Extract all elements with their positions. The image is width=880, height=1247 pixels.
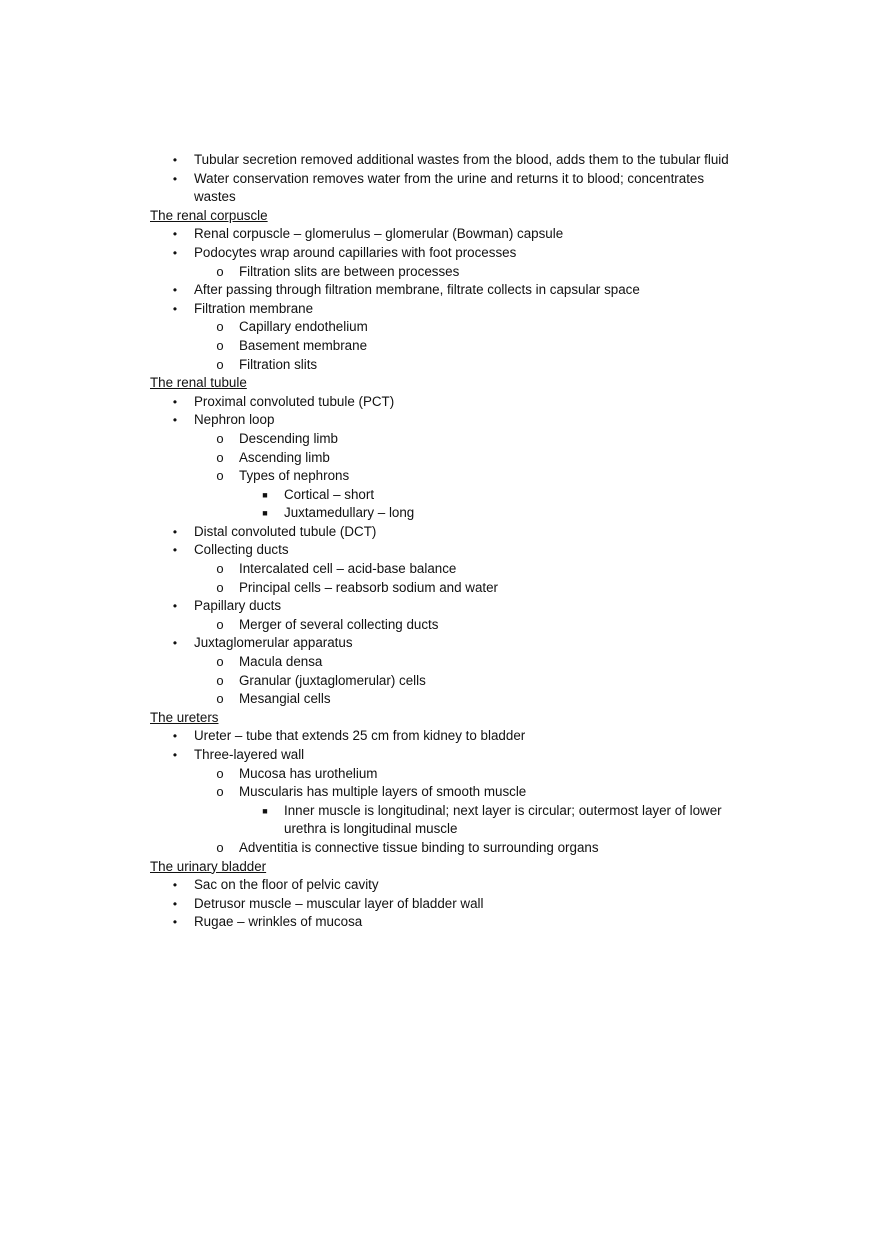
list-item-text: Detrusor muscle – muscular layer of bladder wall [194,895,484,911]
sub-list-item [150,449,740,468]
list-item [150,393,740,412]
sub-list-item [150,653,740,672]
list-item [150,300,740,319]
sub-list-item [150,467,740,486]
notes-body [150,151,740,932]
list-item-text: Filtration slits [239,356,318,372]
sub-list-item [150,783,740,802]
list-item-text: Proximal convoluted tubule (PCT) [194,393,395,409]
list-item-text: Water conservation removes water from the urine and returns it to blood; concentrates wastes [194,170,705,205]
list-item-text: Nephron loop [194,412,275,428]
bullet-marker: • [172,878,178,893]
bullet-marker: • [172,896,178,911]
circle-marker: o [216,765,224,781]
circle-marker: o [216,839,224,855]
list-item-text: Tubular secretion removed additional wastes from the blood, adds them to the tubular fluid [194,152,729,167]
circle-marker: o [216,672,224,688]
list-item-text: Principal cells – reabsorb sodium and water [239,579,499,595]
list-item-text: Granular (juxtaglomerular) cells [239,672,426,688]
list-item-text: Inner muscle is longitudinal; next layer is circular; outermost layer of lower urethra is longitudinal muscle [284,802,722,837]
bullet-marker: • [172,729,178,744]
section-heading-urinary-bladder: The urinary bladder [150,858,267,874]
circle-marker: o [216,691,224,707]
list-item [150,244,740,263]
list-item-text: Renal corpuscle – glomerulus – glomerular (Bowman) capsule [194,226,564,242]
list-item-text: Intercalated cell – acid-base balance [239,561,457,577]
bullet-marker: • [172,394,178,409]
list-item [150,876,740,895]
sub-list-item [150,318,740,337]
section-heading-ureters: The ureters [150,709,219,725]
bullet-marker: • [172,245,178,260]
list-item-text: Sac on the floor of pelvic cavity [194,877,379,893]
list-item [150,411,740,430]
bullet-marker: • [172,301,178,316]
list-item-text: Collecting ducts [194,542,289,558]
sub-list-item [150,337,740,356]
list-item-text: Adventitia is connective tissue binding to surrounding organs [239,839,599,855]
circle-marker: o [216,579,224,595]
circle-marker: o [216,561,224,577]
bullet-marker: • [172,915,178,930]
list-item-text: Mesangial cells [239,691,331,707]
circle-marker: o [216,356,224,372]
sub-sub-list-item [150,802,740,839]
list-item-text: Capillary endothelium [239,319,368,335]
list-item [150,151,740,170]
list-item-text: Filtration slits are between processes [239,263,460,279]
sub-list-item [150,616,740,635]
list-item-text: Podocytes wrap around capillaries with foot processes [194,244,517,260]
circle-marker: o [216,449,224,465]
list-item-text: Filtration membrane [194,300,314,316]
list-item-text: Rugae – wrinkles of mucosa [194,914,363,930]
list-item-text: Juxtamedullary – long [284,505,415,521]
bullet-marker: • [172,636,178,651]
bullet-marker: • [172,153,178,167]
circle-marker: o [216,468,224,484]
list-item [150,523,740,542]
list-item [150,746,740,765]
sub-list-item [150,430,740,449]
sub-list-item [150,839,740,858]
bullet-marker: • [172,524,178,539]
square-marker: ■ [262,508,268,519]
list-item [150,913,740,932]
square-marker: ■ [262,489,268,500]
list-item-text: Ureter – tube that extends 25 cm from kidney to bladder [194,728,526,744]
sub-list-item [150,356,740,375]
circle-marker: o [216,784,224,800]
list-item-text: Descending limb [239,430,338,446]
sub-list-item [150,560,740,579]
circle-marker: o [216,654,224,670]
bullet-marker: • [172,171,178,186]
sub-list-item [150,690,740,709]
list-item-text: Ascending limb [239,449,330,465]
sub-list-item [150,672,740,691]
list-item-text: Cortical – short [284,486,375,502]
section-heading-renal-tubule: The renal tubule [150,375,247,391]
list-item-text: Basement membrane [239,337,368,353]
list-item [150,281,740,300]
list-item [150,225,740,244]
circle-marker: o [216,319,224,335]
square-marker: ■ [262,805,268,816]
list-item-text: Muscularis has multiple layers of smooth muscle [239,784,527,800]
bullet-marker: • [172,748,178,762]
circle-marker: o [216,263,224,279]
list-item [150,895,740,914]
list-item [150,541,740,560]
sub-sub-list-item [150,504,740,523]
list-item-text: Mucosa has urothelium [239,765,378,781]
list-item-text: Three-layered wall [194,747,305,762]
list-item-text: Distal convoluted tubule (DCT) [194,523,377,539]
sub-sub-list-item [150,486,740,505]
circle-marker: o [216,616,224,632]
list-item [150,597,740,616]
circle-marker: o [216,430,224,446]
list-item-text: Merger of several collecting ducts [239,616,439,632]
circle-marker: o [216,337,224,353]
sub-list-item [150,579,740,598]
list-item [150,727,740,746]
list-item-text: Macula densa [239,654,323,670]
list-item-text: After passing through filtration membrane, filtrate collects in capsular space [194,282,640,298]
list-item-text: Papillary ducts [194,598,282,614]
bullet-marker: • [172,413,178,428]
bullet-marker: • [172,543,178,558]
bullet-marker: • [172,227,178,242]
section-heading-renal-corpuscle: The renal corpuscle [150,207,268,223]
sub-list-item [150,263,740,282]
list-item [150,170,740,207]
list-item-text: Types of nephrons [239,468,350,484]
bullet-marker: • [172,283,178,298]
bullet-marker: • [172,599,178,614]
list-item [150,634,740,653]
sub-list-item [150,765,740,784]
list-item-text: Juxtaglomerular apparatus [194,635,353,651]
